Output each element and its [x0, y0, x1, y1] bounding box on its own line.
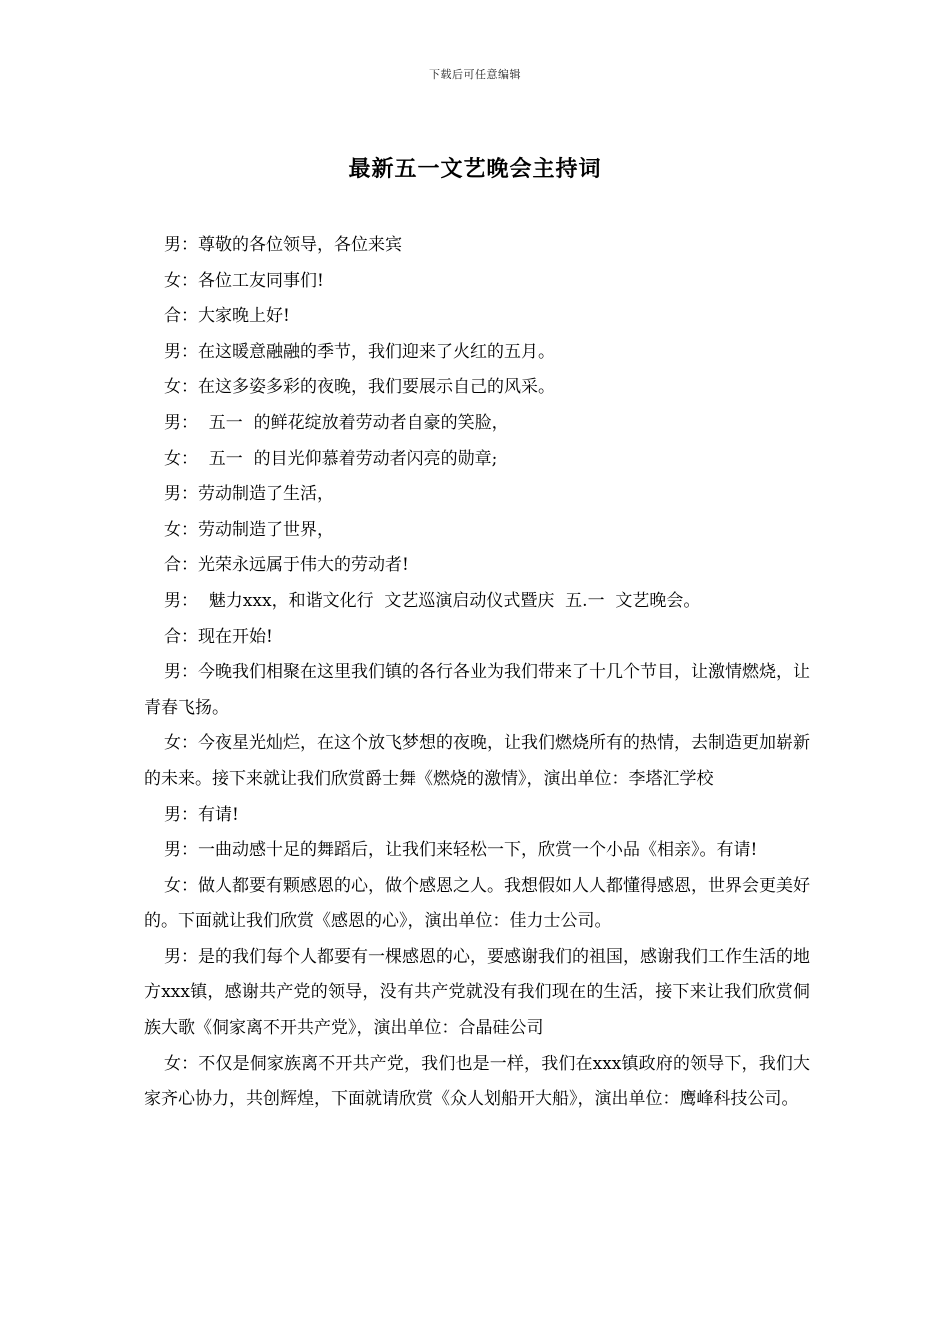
paragraph: 女：不仅是侗家族离不开共产党，我们也是一样，我们在xxx镇政府的领导下，我们大家齐心协力，共创辉煌，下面就请欣赏《众人划船开大船》，演出单位：鹰峰科技公司。 [144, 1053, 810, 1110]
paragraph: 男： 五一 的鲜花绽放着劳动者自豪的笑脸， [164, 412, 509, 433]
paragraph: 男：劳动制造了生活， [164, 484, 334, 505]
paragraph: 合：现在开始! [164, 626, 273, 647]
paragraph: 女：劳动制造了世界， [164, 519, 334, 540]
paragraph: 男：今晚我们相聚在这里我们镇的各行各业为我们带来了十几个节目，让激情燃烧，让青春飞扬。 [144, 662, 810, 718]
header-note: 下载后可任意编辑 [429, 68, 521, 81]
paragraph: 女： 五一 的目光仰慕着劳动者闪亮的勋章; [164, 448, 498, 469]
paragraph: 女：今夜星光灿烂，在这个放飞梦想的夜晚，让我们燃烧所有的热情，去制造更加崭新的未来。接下来就让我们欣赏爵士舞《燃烧的激情》，演出单位：李塔汇学校 [144, 733, 810, 789]
paragraph: 男：有请! [164, 804, 239, 825]
paragraph: 女：各位工友同事们! [164, 270, 324, 291]
paragraph: 男： 魅力xxx，和谐文化行 文艺巡演启动仪式暨庆 五.一 文艺晚会。 [164, 590, 701, 611]
paragraph: 男：尊敬的各位领导，各位来宾 [164, 235, 402, 255]
document-title: 最新五一文艺晚会主持词 [348, 157, 602, 182]
paragraph: 合：光荣永远属于伟大的劳动者! [164, 555, 409, 576]
paragraph: 女：做人都要有颗感恩的心，做个感恩之人。我想假如人人都懂得感恩，世界会更美好的。下面就让我们欣赏《感恩的心》，演出单位：佳力士公司。 [144, 875, 810, 932]
paragraph: 合：大家晚上好! [164, 306, 290, 327]
document-body [144, 228, 810, 1118]
paragraph: 男：在这暖意融融的季节，我们迎来了火红的五月。 [164, 341, 555, 362]
paragraph: 男：是的我们每个人都要有一棵感恩的心，要感谢我们的祖国，感谢我们工作生活的地方xxx镇，感谢共产党的领导，没有共产党就没有我们现在的生活，接下来让我们欣赏侗族大歌《侗家离不开共产党》，演出单位：合晶硅公司 [144, 946, 810, 1039]
paragraph: 男：一曲动感十足的舞蹈后，让我们来轻松一下，欣赏一个小品《相亲》。有请! [164, 840, 758, 861]
paragraph: 女：在这多姿多彩的夜晚，我们要展示自己的风采。 [164, 377, 555, 398]
